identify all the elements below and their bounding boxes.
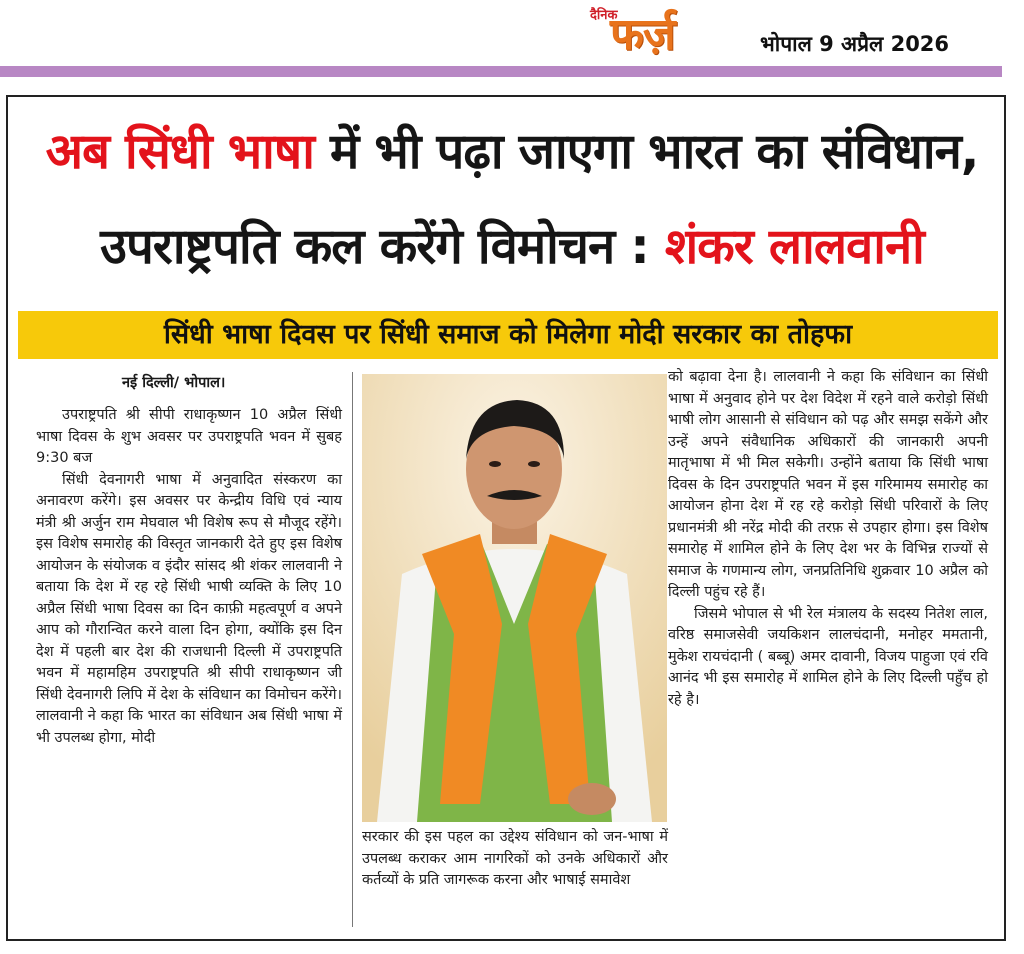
logo-small-text: दैनिक <box>590 8 618 23</box>
headline-black-part-1: में भी पढ़ा जाएगा भारत का संविधान, <box>329 123 979 180</box>
column3-paragraph-2: जिसमे भोपाल से भी रेल मंत्रालय के सदस्य नितेश लाल, वरिष्ठ समाजसेवी जयकिशन लालचंदानी, मनोहर ममतानी, मुकेश रायचंदानी ( बब्बू) अमर दावानी, विजय पाहुजा एवं रवि आनंद भी इस समारोह में शामिल होने के लिए दिल्ली पहुँच हो रहे है। <box>668 605 988 708</box>
newspaper-logo: फर्ज़ <box>610 9 675 60</box>
headline-red-part-1: अब सिंधी भाषा <box>45 123 314 180</box>
article-column-2 <box>362 827 668 892</box>
column1-paragraph-1: उपराष्ट्रपति श्री सीपी राधाकृष्णन 10 अप्रैल सिंधी भाषा दिवस के शुभ अवसर पर उपराष्ट्रपति भवन में सुबह 9:30 बज <box>36 407 342 466</box>
portrait-illustration <box>362 374 667 822</box>
edition-dateline: भोपाल 9 अप्रैल 2026 <box>760 32 950 56</box>
portrait-photo <box>362 374 667 822</box>
masthead <box>0 0 1024 66</box>
article-column-1 <box>36 405 342 749</box>
dateline-location: नई दिल्ली/ भोपाल। <box>122 375 226 391</box>
article-column-3 <box>668 367 988 711</box>
subheadline-bar: सिंधी भाषा दिवस पर सिंधी समाज को मिलेगा मोदी सरकार का तोहफा <box>18 311 998 359</box>
headline-red-part-2: शंकर लालवानी <box>664 218 924 275</box>
headline-line-1 <box>0 120 1024 184</box>
column3-paragraph-1: को बढ़ावा देना है। लालवानी ने कहा कि संविधान का सिंधी भाषा में अनुवाद होने पर देश विदेश में रहने वाले करोड़ो सिंधी भाषी लोग आसानी से संविधान को पढ़ और समझ सकेंगे और उन्हें अपने संवैधानिक अधिकारों की जानकारी अपनी मातृभाषा में भी मिल सकेगी। उन्होंने बताया कि सिंधी भाषा दिवस के दिन उपराष्ट्रपति भवन में इस गरिमामय समारोह का आयोजन होना देश में रह रहे करोड़ो सिंधी परिवारों के लिए प्रधानमंत्री श्री नरेंद्र मोदी की तरफ़ से उपहार होगा। इस विशेष समारोह में शामिल होने के लिए देश भर के विभिन्न राज्यों से समाज के गणमान्य लोग, जनप्रतिनिधि शुक्रवार 10 अप्रैल को दिल्ली पहुंच रहे हैं। <box>668 369 988 600</box>
column1-paragraph-2: सिंधी देवनागरी भाषा में अनुवादित संस्करण का अनावरण करेंगे। इस अवसर पर केन्द्रीय विधि एवं न्याय मंत्री श्री अर्जुन राम मेघवाल भी विशेष रूप से मौजूद रहेंगे। इस विशेष समारोह की विस्तृत जानकारी देते हुए इस विशेष आयोजन के संयोजक व इंदौर सांसद श्री शंकर लालवानी ने बताया कि देश में रह रहे सिंधी भाषी व्यक्ति के लिए 10 अप्रैल सिंधी भाषा दिवस का दिन काफ़ी महत्वपूर्ण व अपने आप को गौरान्वित करने वाला दिन होगा, क्योंकि इस दिन देश में पहली बार देश की राजधानी दिल्ली में उपराष्ट्रपति भवन में महामहिम उपराष्ट्रपति श्री सीपी राधाकृष्णन जी सिंधी देवनागरी लिपि में देश के संविधान का विमोचन करेंगे। लालवानी ने कहा कि भारत का संविधान अब सिंधी भाषा में भी उपलब्ध होगा, मोदी <box>36 471 342 746</box>
headline-line-2 <box>0 215 1024 279</box>
column-divider-1 <box>352 372 353 927</box>
headline-black-part-2: उपराष्ट्रपति कल करेंगे विमोचन : <box>100 218 649 275</box>
column2-paragraph: सरकार की इस पहल का उद्देश्य संविधान को जन-भाषा में उपलब्ध कराकर आम नागरिकों को उनके अधिकारों और कर्तव्यों के प्रति जागरूक करना और भाषाई समावेश <box>362 829 668 888</box>
header-rule <box>0 66 1002 77</box>
